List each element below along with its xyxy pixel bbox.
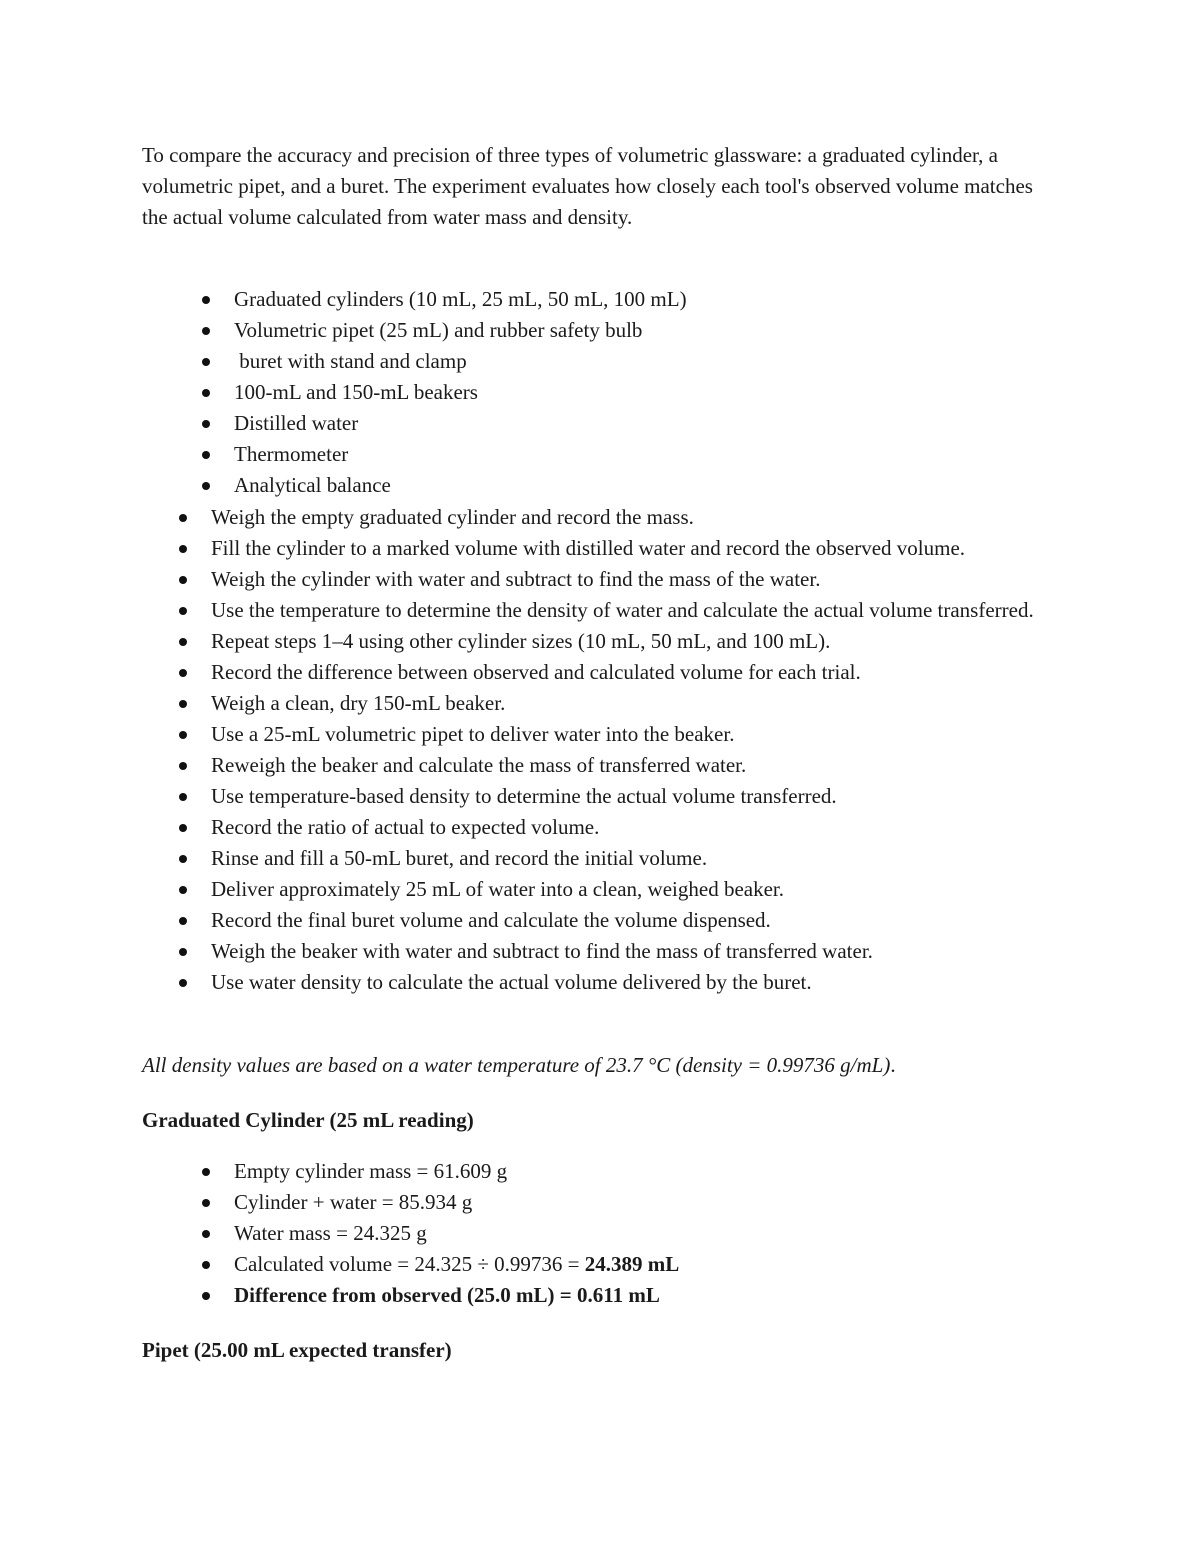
list-item: Distilled water (234, 408, 1134, 439)
list-item: Graduated cylinders (10 mL, 25 mL, 50 mL, 100 mL) (234, 284, 1134, 315)
list-item (234, 346, 1134, 377)
list-item: Weigh the cylinder with water and subtract to find the mass of the water. (211, 564, 1111, 595)
list-item: Weigh the beaker with water and subtract to find the mass of transferred water. (211, 936, 1111, 967)
calc-volume-result: 24.389 mL (584, 1252, 680, 1276)
list-item: Deliver approximately 25 mL of water into a clean, weighed beaker. (211, 874, 1111, 905)
list-item: Volumetric pipet (25 mL) and rubber safety bulb (234, 315, 1134, 346)
pipet-heading: Pipet (25.00 mL expected transfer) (142, 1338, 452, 1362)
list-item: Use temperature-based density to determine the actual volume transferred. (211, 781, 1111, 812)
list-item: Weigh the empty graduated cylinder and record the mass. (211, 502, 1111, 533)
list-item (234, 1249, 1134, 1280)
list-item: Repeat steps 1–4 using other cylinder sizes (10 mL, 50 mL, and 100 mL). (211, 626, 1111, 657)
objective-paragraph: To compare the accuracy and precision of three types of volumetric glassware: a graduated cylinder, a volumetric pipet, and a buret. The experiment evaluates how closely each tool's observed volume matches the actual volume calculated from water mass and density. (142, 143, 1033, 229)
list-item: Reweigh the beaker and calculate the mass of transferred water. (211, 750, 1111, 781)
list-item: Use a 25-mL volumetric pipet to deliver water into the beaker. (211, 719, 1111, 750)
density-note-period: . (890, 1053, 896, 1077)
list-item: Cylinder + water = 85.934 g (234, 1187, 1134, 1218)
list-item: Record the ratio of actual to expected volume. (211, 812, 1111, 843)
density-note (142, 1050, 896, 1081)
list-item: Thermometer (234, 439, 1134, 470)
list-item: Use water density to calculate the actual volume delivered by the buret. (211, 967, 1111, 998)
list-item: Record the difference between observed and calculated volume for each trial. (211, 657, 1111, 688)
cylinder-results-list (234, 1156, 1134, 1311)
list-item: 100-mL and 150-mL beakers (234, 377, 1134, 408)
procedure-list (211, 502, 1111, 998)
list-item: Use the temperature to determine the density of water and calculate the actual volume transferred. (211, 595, 1111, 626)
calc-volume-label: Calculated volume = 24.325 ÷ 0.99736 = (234, 1252, 585, 1276)
list-item: Water mass = 24.325 g (234, 1218, 1134, 1249)
materials-list (234, 284, 1134, 501)
list-item: Difference from observed (25.0 mL) = 0.611 mL (234, 1280, 1134, 1311)
cylinder-heading: Graduated Cylinder (25 mL reading) (142, 1108, 474, 1132)
list-item: Empty cylinder mass = 61.609 g (234, 1156, 1134, 1187)
list-item-text: buret with stand and clamp (234, 349, 467, 373)
list-item: Record the final buret volume and calculate the volume dispensed. (211, 905, 1111, 936)
list-item: Analytical balance (234, 470, 1134, 501)
list-item: Fill the cylinder to a marked volume with distilled water and record the observed volume. (211, 533, 1111, 564)
density-note-text: All density values are based on a water temperature of 23.7 °C (density = 0.99736 g/mL) (142, 1053, 891, 1077)
list-item: Rinse and fill a 50-mL buret, and record the initial volume. (211, 843, 1111, 874)
list-item: Weigh a clean, dry 150-mL beaker. (211, 688, 1111, 719)
